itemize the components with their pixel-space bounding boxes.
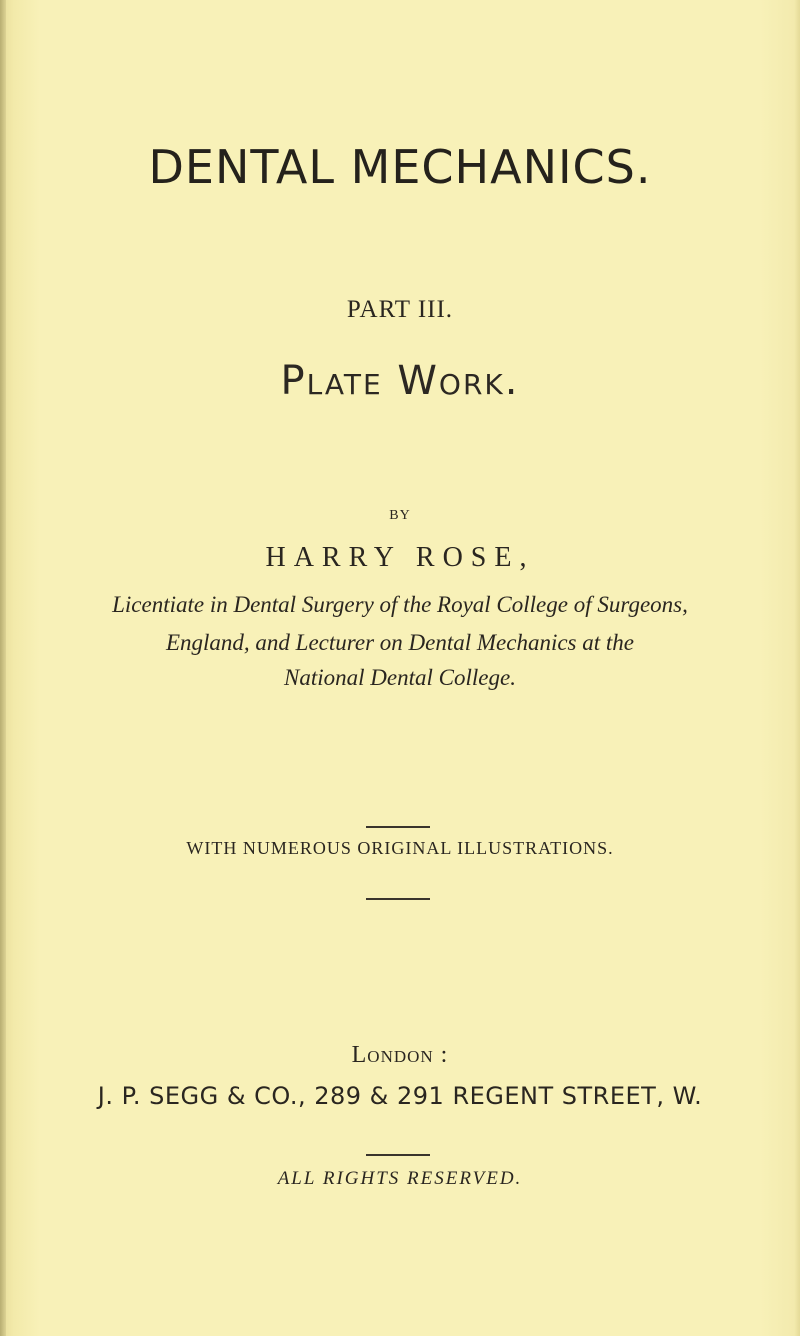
illustrations-note: WITH NUMEROUS ORIGINAL ILLUSTRATIONS. <box>186 838 614 858</box>
by-label: BY <box>389 508 411 523</box>
author-name: HARRY ROSE, <box>265 542 535 573</box>
divider-rule <box>366 826 430 828</box>
book-title: DENTAL MECHANICS. <box>148 140 652 194</box>
publisher-imprint: J. P. SEGG & CO., 289 & 291 REGENT STREET, W. <box>97 1082 703 1110</box>
author-credentials-line: England, and Lecturer on Dental Mechanics at the <box>165 630 634 655</box>
author-credentials-line: Licentiate in Dental Surgery of the Royal College of Surgeons, <box>112 592 688 617</box>
author-credentials-line: National Dental College. <box>284 665 516 690</box>
publication-place: London : <box>351 1042 449 1068</box>
book-subtitle: Plate Work. <box>280 358 520 404</box>
rights-notice: ALL RIGHTS RESERVED. <box>277 1168 523 1189</box>
divider-rule <box>366 898 430 900</box>
divider-rule <box>366 1154 430 1156</box>
part-number: PART III. <box>346 296 454 323</box>
